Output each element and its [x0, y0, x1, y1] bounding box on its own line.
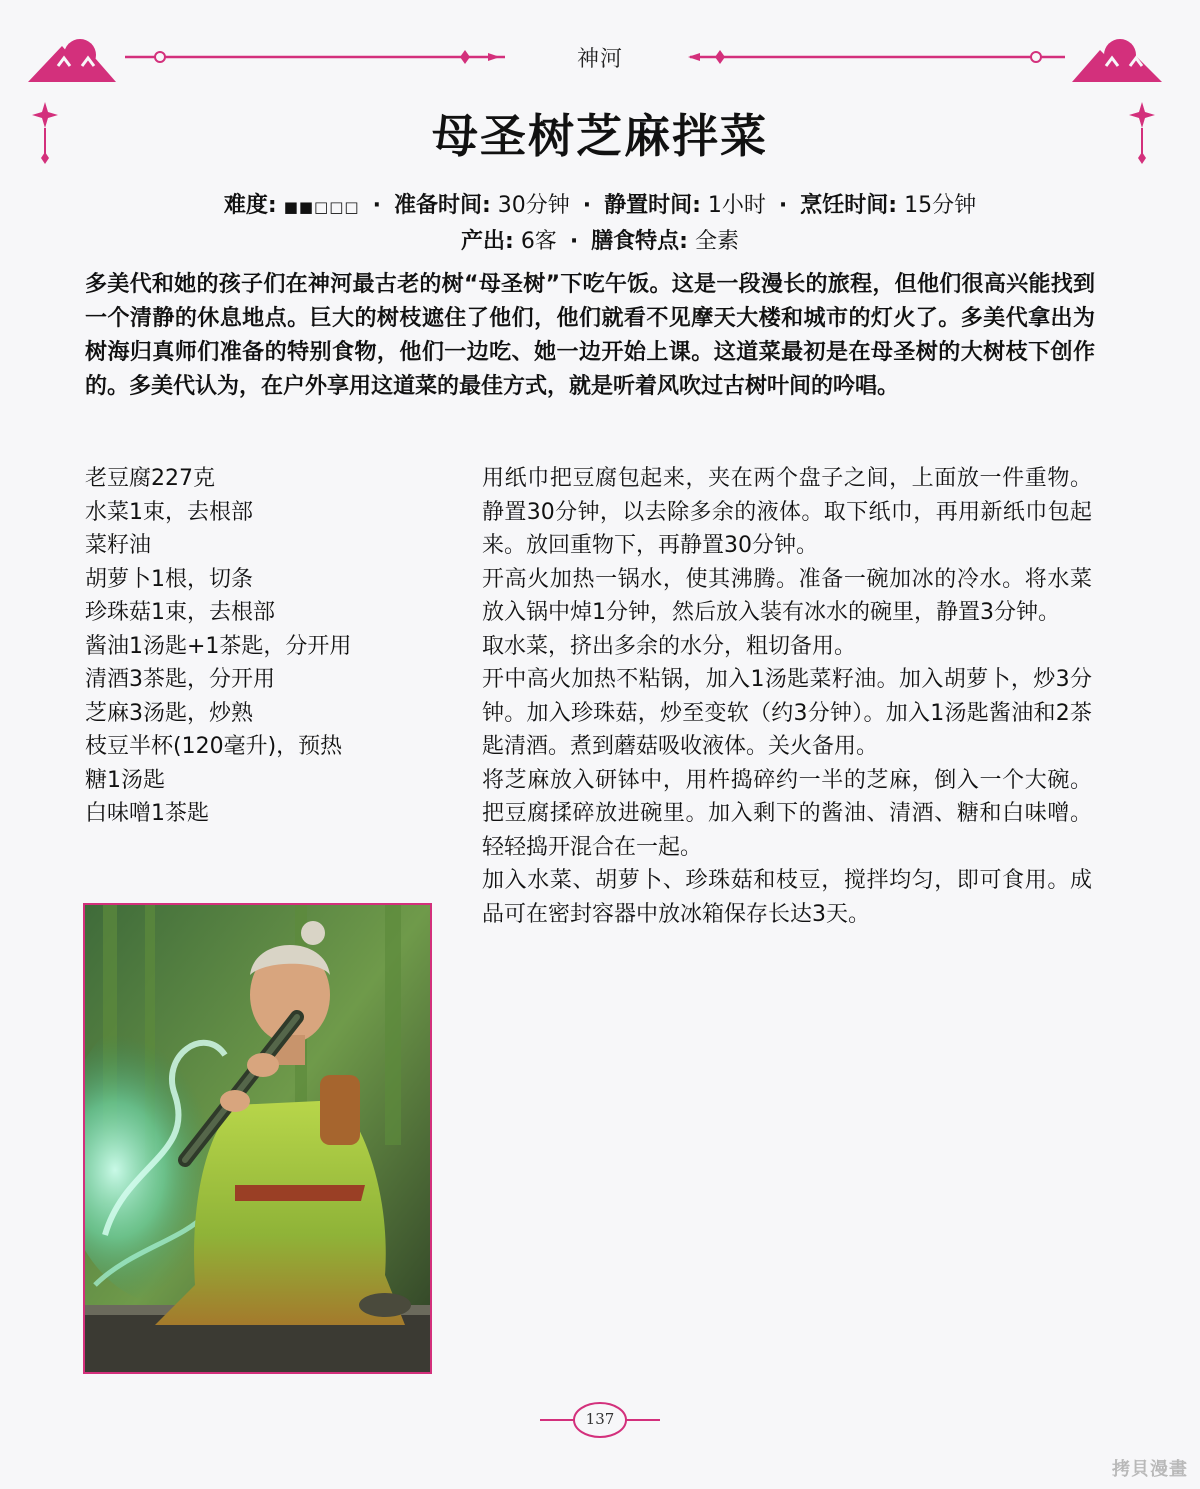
rest-time-label: 静置时间: [604, 193, 701, 218]
page-number: 137 [585, 1410, 615, 1428]
meta-separator: · [778, 193, 788, 218]
ingredient-item: 清酒3茶匙，分开用 [85, 667, 275, 692]
difficulty-label: 难度: [223, 193, 277, 218]
instruction-steps [482, 462, 1092, 931]
cook-time-value: 15分钟 [904, 193, 977, 218]
ingredient-item: 老豆腐227克 [85, 466, 215, 491]
recipe-title: 母圣树芝麻拌菜 [432, 109, 768, 163]
difficulty-value: ■■□□□ [283, 198, 360, 216]
monk-flute-image [85, 905, 430, 1372]
meta-separator: · [582, 193, 592, 218]
ingredient-item: 珍珠菇1束，去根部 [85, 600, 275, 625]
recipe-meta-line-2 [0, 224, 1200, 255]
ingredient-item: 水菜1束，去根部 [85, 499, 253, 525]
ingredient-item: 胡萝卜1根，切条 [85, 566, 253, 592]
ingredient-item: 枝豆半杯(120毫升)，预热 [85, 734, 343, 759]
cook-time-label: 烹饪时间: [800, 193, 898, 218]
yield-value: 6客 [520, 229, 557, 254]
diet-value: 全素 [694, 229, 739, 254]
monk-flute-illustration [83, 903, 432, 1374]
ingredient-list [85, 462, 455, 831]
ingredient-item: 芝麻3汤匙，炒熟 [85, 700, 253, 726]
diet-label: 膳食特点: [591, 229, 688, 254]
ingredient-item: 白味噌1茶匙 [85, 801, 209, 826]
ingredient-item: 酱油1汤匙+1茶匙，分开用 [85, 633, 352, 659]
meta-separator: · [372, 193, 381, 218]
yield-label: 产出: [461, 229, 514, 254]
prep-time-label: 准备时间: [393, 193, 491, 218]
instruction-step: 加入水菜、胡萝卜、珍珠菇和枝豆，搅拌均匀，即可食用。成品可在密封容器中放冰箱保存长达3天。 [482, 868, 1092, 927]
instruction-step: 将芝麻放入研钵中，用杵捣碎约一半的芝麻，倒入一个大碗。把豆腐揉碎放进碗里。加入剩下的酱油、清酒、糖和白味噌。轻轻捣开混合在一起。 [482, 767, 1092, 860]
ingredient-item: 糖1汤匙 [85, 767, 165, 793]
instruction-step: 用纸巾把豆腐包起来，夹在两个盘子之间，上面放一件重物。静置30分钟，以去除多余的液体。取下纸巾，再用新纸巾包起来。放回重物下，再静置30分钟。 [482, 466, 1092, 558]
prep-time-value: 30分钟 [497, 193, 570, 218]
recipe-meta-line-1 [0, 188, 1200, 219]
ingredient-item: 菜籽油 [85, 533, 152, 558]
page-number-ornament [540, 1400, 660, 1440]
recipe-intro: 多美代和她的孩子们在神河最古老的树“母圣树”下吃午饭。这是一段漫长的旅程，但他们很高兴能找到一个清静的休息地点。巨大的树枝遮住了他们，他们就看不见摩天大楼和城市的灯火了。多美代拿出为树海归真师们准备的特别食物，他们一边吃、她一边开始上课。这道菜最初是在母圣树的大树枝下创作的。多美代认为，在户外享用这道菜的最佳方式，就是听着风吹过古树叶间的吟唱。 [85, 272, 1095, 399]
watermark: 拷貝漫畫 [1112, 1459, 1188, 1480]
instruction-step: 开高火加热一锅水，使其沸腾。准备一碗加冰的冷水。将水菜放入锅中焯1分钟，然后放入装有冰水的碗里，静置3分钟。 [482, 566, 1092, 625]
instruction-step: 开中高火加热不粘锅，加入1汤匙菜籽油。加入胡萝卜，炒3分钟。加入珍珠菇，炒至变软（约3分钟）。加入1汤匙酱油和2茶匙清酒。煮到蘑菇吸收液体。关火备用。 [482, 667, 1092, 759]
meta-separator: · [569, 229, 579, 254]
running-head: 神河 [576, 47, 623, 72]
rest-time-value: 1小时 [707, 193, 766, 218]
instruction-step: 取水菜，挤出多余的水分，粗切备用。 [482, 633, 857, 659]
